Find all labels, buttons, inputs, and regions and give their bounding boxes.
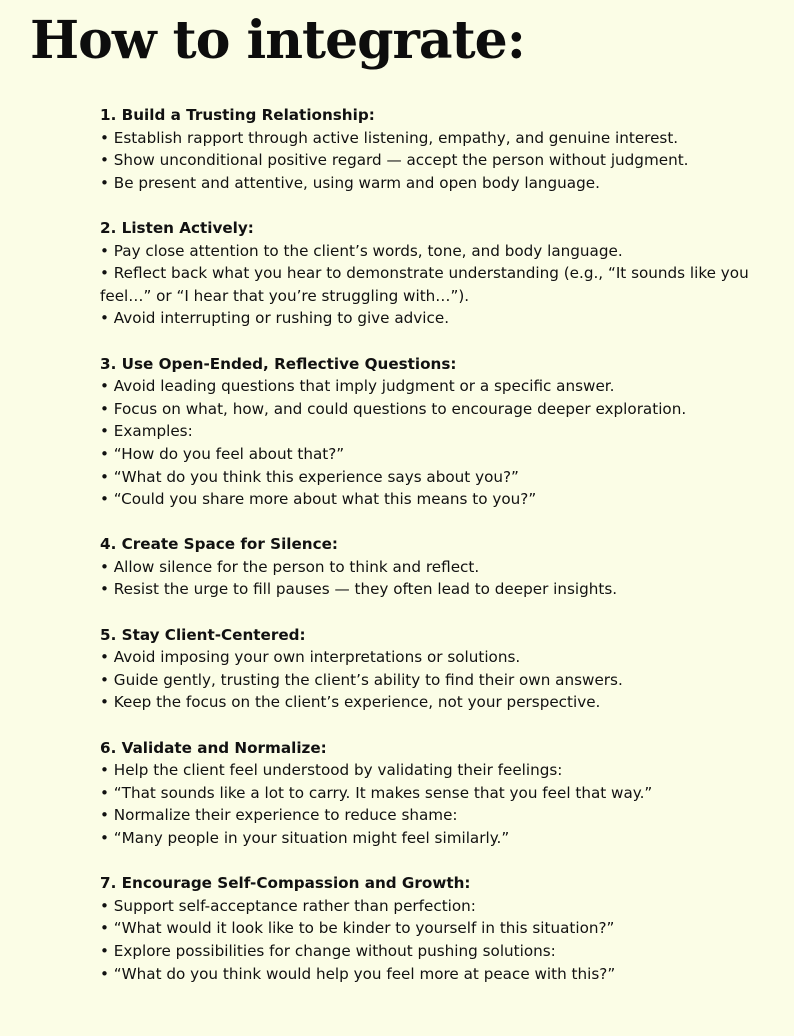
- bullet-text: Be present and attentive, using warm and open body language.: [113, 173, 600, 192]
- bullet-text: “That sounds like a lot to carry. It makes sense that you feel that way.”: [113, 783, 653, 802]
- section-number: 7 .: [100, 874, 122, 892]
- bullet-icon: [100, 806, 109, 824]
- section-5: [100, 624, 780, 714]
- section-heading: [100, 533, 780, 556]
- section-heading: [100, 737, 780, 760]
- bullet-text: Guide gently, trusting the client’s ability to find their own answers.: [113, 670, 623, 689]
- section-4: [100, 533, 780, 601]
- bullet-item: [100, 398, 780, 421]
- bullet-text: Help the client feel understood by validating their feelings:: [113, 761, 563, 780]
- page-title: How to integrate:: [30, 10, 525, 71]
- bullet-text: “What do you think would help you feel more at peace with this?”: [113, 964, 616, 983]
- bullet-text: Avoid leading questions that imply judgment or a specific answer.: [113, 377, 615, 396]
- bullet-text: Establish rapport through active listening, empathy, and genuine interest.: [113, 128, 679, 147]
- section-number: 5 .: [100, 626, 122, 644]
- section-number: 1 .: [100, 106, 122, 124]
- bullet-item: [100, 940, 780, 963]
- bullet-text: Resist the urge to fill pauses — they often lead to deeper insights.: [113, 580, 618, 599]
- bullet-item: [100, 127, 780, 150]
- bullet-icon: [100, 174, 109, 192]
- bullet-icon: [100, 264, 109, 282]
- bullet-item: [100, 149, 780, 172]
- bullet-icon: [100, 829, 109, 847]
- bullet-icon: [100, 445, 109, 463]
- bullet-text: Avoid imposing your own interpretations or solutions.: [113, 648, 521, 667]
- bullet-item: [100, 804, 780, 827]
- section-heading: [100, 217, 780, 240]
- bullet-text: Support self-acceptance rather than perfection:: [113, 896, 476, 915]
- bullet-text: Reflect back what you hear to demonstrate understanding (e.g., “It sounds like you feel…” or “I hear that you’re struggling with…”).: [100, 264, 749, 305]
- bullet-text: “How do you feel about that?”: [113, 444, 345, 463]
- bullet-text: “What would it look like to be kinder to yourself in this situation?”: [113, 919, 615, 938]
- section-heading-text: Create Space for Silence:: [121, 535, 338, 554]
- bullet-text: Pay close attention to the client’s words, tone, and body language.: [113, 241, 623, 260]
- section-number: 3 .: [100, 355, 122, 373]
- bullet-item: [100, 488, 780, 511]
- section-3: [100, 353, 780, 511]
- bullet-text: “Many people in your situation might feel similarly.”: [113, 829, 510, 847]
- bullet-text: Show unconditional positive regard — accept the person without judgment.: [113, 151, 689, 170]
- bullet-icon: [100, 400, 109, 418]
- bullet-item: [100, 466, 780, 489]
- bullet-icon: [100, 558, 109, 576]
- bullet-icon: [100, 693, 109, 711]
- bullet-icon: [100, 309, 109, 327]
- section-heading: [100, 353, 780, 376]
- bullet-text: Avoid interrupting or rushing to give advice.: [113, 309, 450, 328]
- bullet-icon: [100, 242, 109, 260]
- bullet-icon: [100, 671, 109, 689]
- bullet-item: [100, 827, 780, 850]
- bullet-icon: [100, 648, 109, 666]
- bullet-icon: [100, 897, 109, 915]
- bullet-item: [100, 782, 780, 805]
- bullet-item: [100, 917, 780, 940]
- section-heading-text: Use Open-Ended, Reflective Questions:: [121, 354, 457, 373]
- bullet-item: [100, 375, 780, 398]
- section-heading: [100, 624, 780, 647]
- bullet-item: [100, 443, 780, 466]
- bullet-text: “What do you think this experience says about you?”: [113, 467, 519, 486]
- bullet-icon: [100, 468, 109, 486]
- bullet-icon: [100, 490, 109, 508]
- bullet-text: Focus on what, how, and could questions to encourage deeper exploration.: [113, 399, 687, 418]
- bullet-icon: [100, 784, 109, 802]
- bullet-item: [100, 646, 780, 669]
- bullet-item: [100, 240, 780, 263]
- bullet-text: Examples:: [113, 422, 193, 441]
- bullet-text: “Could you share more about what this means to you?”: [113, 490, 537, 509]
- bullet-text: Keep the focus on the client’s experience, not your perspective.: [113, 693, 601, 712]
- bullet-item: [100, 578, 780, 601]
- bullet-item: [100, 420, 780, 443]
- bullet-icon: [100, 580, 109, 598]
- bullet-item: [100, 691, 780, 714]
- bullet-item: [100, 172, 780, 195]
- section-number: 6 .: [100, 739, 122, 757]
- section-7: [100, 872, 780, 985]
- bullet-icon: [100, 422, 109, 440]
- section-6: [100, 737, 780, 850]
- bullet-icon: [100, 965, 109, 983]
- bullet-item: [100, 556, 780, 579]
- bullet-item: [100, 963, 780, 986]
- bullet-icon: [100, 151, 109, 169]
- bullet-icon: [100, 129, 109, 147]
- bullet-icon: [100, 942, 109, 960]
- bullet-icon: [100, 919, 109, 937]
- section-heading-text: Stay Client-Centered:: [121, 625, 306, 644]
- section-heading-text: Validate and Normalize:: [121, 738, 327, 757]
- section-heading: [100, 104, 780, 127]
- bullet-item: [100, 895, 780, 918]
- section-number: 2 .: [100, 219, 122, 237]
- bullet-icon: [100, 761, 109, 779]
- section-heading-text: Listen Actively:: [121, 218, 254, 237]
- bullet-text: Allow silence for the person to think and reflect.: [113, 557, 480, 576]
- section-heading: [100, 872, 780, 895]
- bullet-item: [100, 759, 780, 782]
- section-heading-text: Build a Trusting Relationship:: [121, 106, 375, 124]
- guidelines-list: [100, 104, 780, 1008]
- bullet-item: [100, 307, 780, 330]
- section-heading-text: Encourage Self-Compassion and Growth:: [121, 874, 471, 893]
- section-1: [100, 104, 780, 194]
- bullet-item: [100, 262, 780, 307]
- bullet-item: [100, 669, 780, 692]
- bullet-text: Explore possibilities for change without pushing solutions:: [113, 941, 556, 960]
- bullet-text: Normalize their experience to reduce shame:: [113, 806, 458, 825]
- bullet-icon: [100, 377, 109, 395]
- section-2: [100, 217, 780, 330]
- section-number: 4 .: [100, 535, 122, 553]
